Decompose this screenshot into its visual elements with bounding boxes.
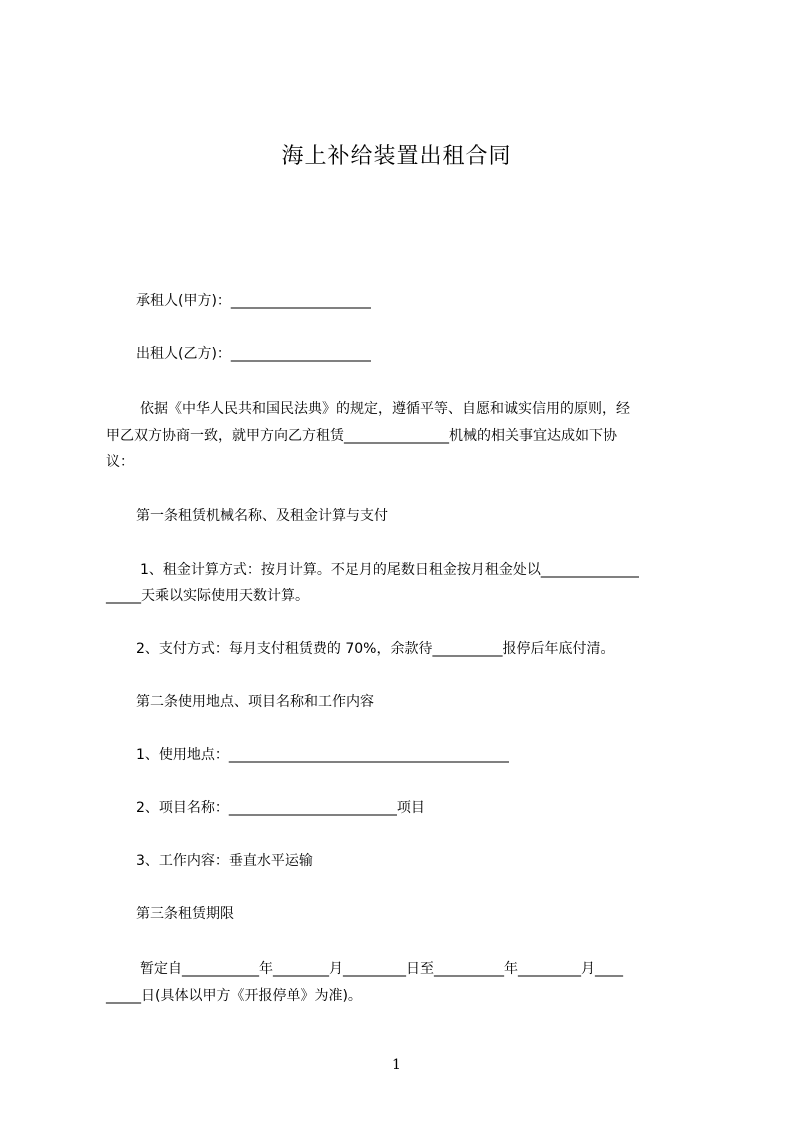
lessee-line: 承租人(甲方)：____________________ [136,293,371,309]
article-3-line-1: 暂定自___________年________月_________日至__________年_________月____ [140,961,623,977]
document-title: 海上补给装置出租合同 [281,144,512,169]
article-1-heading: 第一条租赁机械名称、及租金计算与支付 [136,508,388,524]
article-2-item-1: 1、使用地点：________________________________________ [136,747,509,763]
article-3-heading: 第三条租赁期限 [136,906,234,922]
preamble-line-3: 议： [106,454,134,470]
article-2-item-2: 2、项目名称：________________________项目 [136,800,425,816]
page-number: 1 [392,1057,401,1073]
lessor-line: 出租人(乙方)：____________________ [136,346,371,362]
article-2-item-3: 3、工作内容：垂直水平运输 [136,853,313,869]
preamble-line-2: 甲乙双方协商一致，就甲方向乙方租赁_______________机械的相关事宜达成如下协 [106,428,617,444]
preamble-line-1: 依据《中华人民共和国民法典》的规定，遵循平等、自愿和诚实信用的原则，经 [140,401,630,417]
article-3-line-2: _____日(具体以甲方《开报停单》为准)。 [106,988,362,1004]
article-1-item-2: 2、支付方式：每月支付租赁费的 70%，余款待__________报停后年底付清。 [136,641,615,657]
article-1-item-1-line-1: 1、租金计算方式：按月计算。不足月的尾数日租金按月租金处以______________ [140,562,639,578]
article-1-item-1-line-2: _____天乘以实际使用天数计算。 [106,588,309,604]
article-2-heading: 第二条使用地点、项目名称和工作内容 [136,694,374,710]
